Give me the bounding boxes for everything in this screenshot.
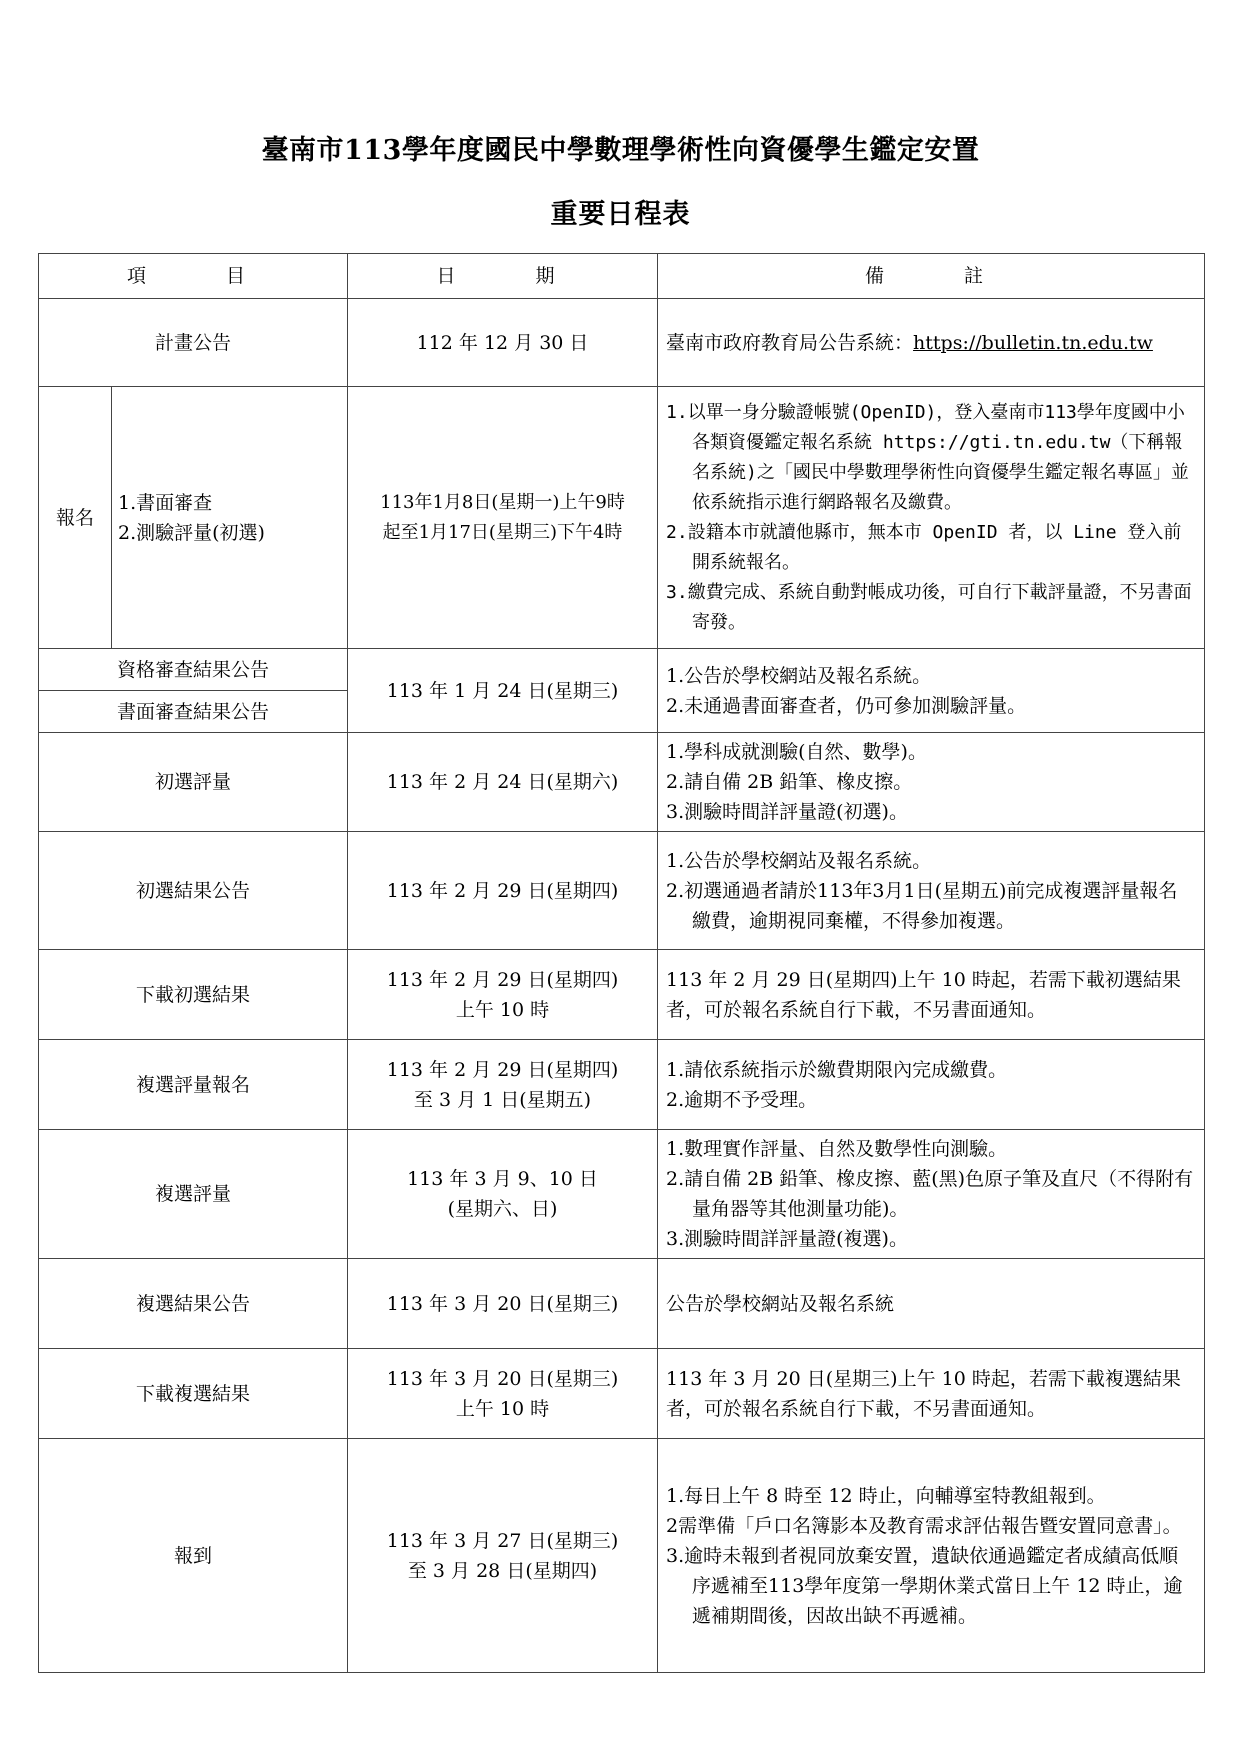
- row-date: [348, 1130, 658, 1259]
- note-list: [666, 846, 1196, 936]
- table-header-row: [39, 254, 1205, 299]
- note-item: 1.數理實作評量、自然及數學性向測驗。: [666, 1138, 1008, 1160]
- note-list: [666, 737, 1196, 827]
- row-note: [658, 299, 1205, 387]
- row-note: [658, 387, 1205, 649]
- row-note: [658, 733, 1205, 832]
- row-item: 下載初選結果: [39, 950, 348, 1040]
- row-note: 113 年 3 月 20 日(星期三)上午 10 時起，若需下載複選結果者，可於報名系統自行下載，不另書面通知。: [658, 1349, 1205, 1439]
- row-note: [658, 1439, 1205, 1673]
- table-row: [39, 1259, 1205, 1349]
- row-date-line: 113 年 3 月 20 日(星期三): [386, 1367, 619, 1390]
- note-item: 2.初選通過者請於113年3月1日(星期五)前完成複選評量報名繳費，逾期視同棄權，不得參加複選。: [666, 879, 1178, 932]
- table-row: [39, 950, 1205, 1040]
- row-note: [658, 649, 1205, 733]
- note-item: 3.測驗時間詳評量證(複選)。: [666, 1228, 908, 1250]
- note-item: 1.公告於學校網站及報名系統。: [666, 664, 932, 687]
- note-item: 3.逾時未報到者視同放棄安置，遺缺依通過鑑定者成績高低順序遞補至113學年度第一學期休業式當日上午 12 時止，逾遞補期間後，因故出缺不再遞補。: [666, 1544, 1183, 1627]
- row-item: [112, 387, 348, 649]
- row-item-line: 1.書面審查: [118, 491, 213, 514]
- row-item: 資格審查結果公告: [39, 649, 348, 691]
- row-date-line: 113 年 2 月 29 日(星期四): [386, 1058, 619, 1081]
- row-date-line: 113年1月8日(星期一)上午9時: [380, 491, 625, 513]
- row-date-line: 至 3 月 1 日(星期五): [413, 1088, 592, 1111]
- table-row: [39, 1439, 1205, 1673]
- note-item: 1.以單一身分驗證帳號(OpenID)，登入臺南市113學年度國中小各類資優鑑定報名系統 https://gti.tn.edu.tw（下稱報名系統)之「國民中學數理學術性向資優學生鑑定報名專區」並依系統指示進行網路報名及繳費。: [666, 401, 1189, 513]
- row-note: [658, 1040, 1205, 1130]
- row-item: 初選評量: [39, 733, 348, 832]
- row-item-line: 2.測驗評量(初選): [118, 521, 265, 544]
- row-item: 複選結果公告: [39, 1259, 348, 1349]
- row-date-line: 113 年 3 月 9、10 日: [407, 1168, 598, 1190]
- row-group: 報名: [39, 387, 112, 649]
- row-item: 報到: [39, 1439, 348, 1673]
- document-subtitle: 重要日程表: [550, 199, 691, 230]
- row-note: 113 年 2 月 29 日(星期四)上午 10 時起，若需下載初選結果者，可於報名系統自行下載，不另書面通知。: [658, 950, 1205, 1040]
- row-date: 113 年 2 月 29 日(星期四): [348, 832, 658, 950]
- row-date-line: (星期六、日): [447, 1198, 558, 1220]
- row-date-line: 113 年 2 月 29 日(星期四): [386, 968, 619, 991]
- header-date: 日 期: [348, 254, 658, 299]
- note-prefix: 臺南市政府教育局公告系統：: [666, 331, 914, 354]
- row-date: 113 年 2 月 24 日(星期六): [348, 733, 658, 832]
- row-note: [658, 1130, 1205, 1259]
- row-date-line: 至 3 月 28 日(星期四): [407, 1559, 598, 1582]
- table-row: [39, 1040, 1205, 1130]
- note-item: 3.測驗時間詳評量證(初選)。: [666, 801, 908, 823]
- note-list: [666, 398, 1196, 638]
- note-item: 2.請自備 2B 鉛筆、橡皮擦、藍(黑)色原子筆及直尺（不得附有量角器等其他測量功能)。: [666, 1168, 1194, 1220]
- row-date-line: 上午 10 時: [455, 998, 550, 1021]
- table-row: [39, 832, 1205, 950]
- header-item: 項 目: [39, 254, 348, 299]
- row-date: [348, 387, 658, 649]
- header-note: 備 註: [658, 254, 1205, 299]
- row-note: [658, 832, 1205, 950]
- row-item: 下載複選結果: [39, 1349, 348, 1439]
- row-date: [348, 1439, 658, 1673]
- table-row: [39, 1130, 1205, 1259]
- row-note: 公告於學校網站及報名系統: [658, 1259, 1205, 1349]
- row-item: 書面審查結果公告: [39, 691, 348, 733]
- row-item: 複選評量: [39, 1130, 348, 1259]
- document-title: 臺南市113學年度國民中學數理學術性向資優學生鑑定安置: [261, 135, 980, 166]
- row-date-line: 上午 10 時: [455, 1397, 550, 1420]
- note-item: 2需準備「戶口名簿影本及教育需求評估報告暨安置同意書」。: [666, 1514, 1182, 1537]
- note-item: 1.學科成就測驗(自然、數學)。: [666, 741, 927, 763]
- row-date: [348, 1040, 658, 1130]
- note-item: 1.請依系統指示於繳費期限內完成繳費。: [666, 1058, 1008, 1081]
- row-date: 113 年 1 月 24 日(星期三): [348, 649, 658, 733]
- note-item: 1.公告於學校網站及報名系統。: [666, 849, 932, 872]
- table-row: [39, 733, 1205, 832]
- row-date-line: 起至1月17日(星期三)下午4時: [382, 521, 623, 543]
- note-item: 2.未通過書面審查者，仍可參加測驗評量。: [666, 694, 1027, 717]
- note-item: 2.逾期不予受理。: [666, 1088, 818, 1111]
- table-row: [39, 387, 1205, 649]
- row-date-line: 113 年 3 月 27 日(星期三): [386, 1529, 619, 1552]
- note-item: 3.繳費完成、系統自動對帳成功後，可自行下載評量證，不另書面寄發。: [666, 581, 1192, 633]
- table-row: [39, 1349, 1205, 1439]
- note-list: [666, 1055, 1196, 1115]
- row-item: 複選評量報名: [39, 1040, 348, 1130]
- note-item: 2.設籍本市就讀他縣市，無本市 OpenID 者，以 Line 登入前開系統報名。: [666, 521, 1182, 573]
- table-row: [39, 649, 1205, 691]
- note-list: [666, 1481, 1196, 1631]
- note-list: [666, 1134, 1196, 1254]
- table-row: [39, 299, 1205, 387]
- note-item: 1.每日上午 8 時至 12 時止，向輔導室特教組報到。: [666, 1484, 1106, 1507]
- row-item: 初選結果公告: [39, 832, 348, 950]
- note-list: [666, 661, 1196, 721]
- row-date: [348, 1349, 658, 1439]
- bulletin-link[interactable]: https://bulletin.tn.edu.tw: [913, 331, 1153, 354]
- note-item: 2.請自備 2B 鉛筆、橡皮擦。: [666, 771, 913, 793]
- row-date: [348, 950, 658, 1040]
- row-date: 113 年 3 月 20 日(星期三): [348, 1259, 658, 1349]
- row-date: 112 年 12 月 30 日: [348, 299, 658, 387]
- schedule-table: [38, 253, 1205, 1673]
- row-item: 計畫公告: [39, 299, 348, 387]
